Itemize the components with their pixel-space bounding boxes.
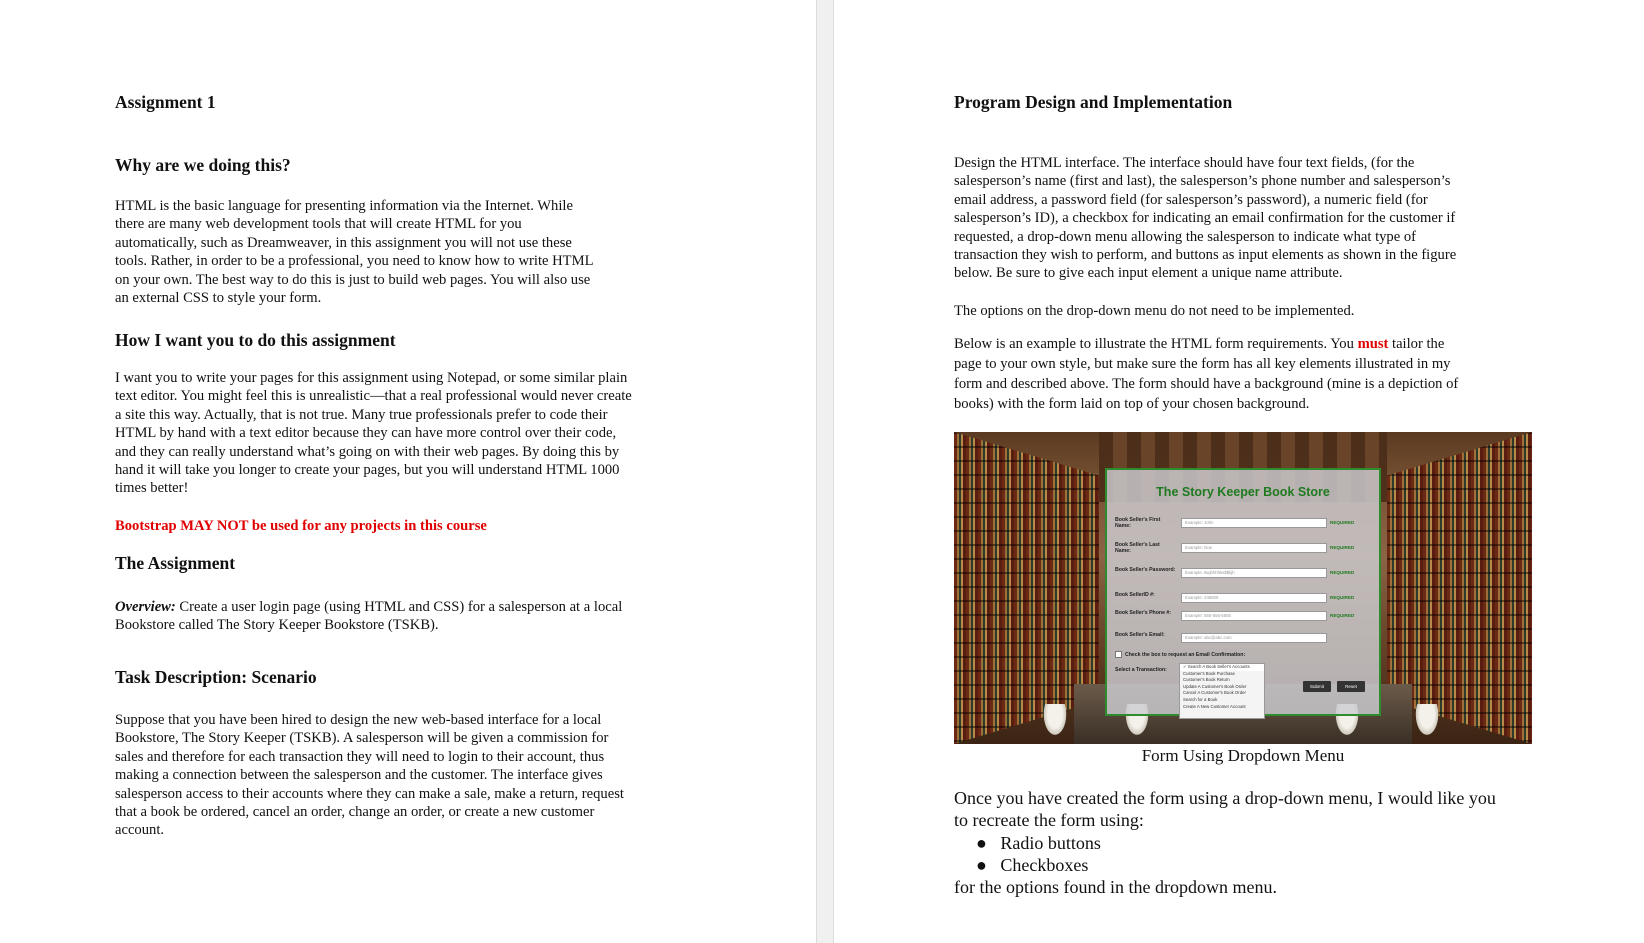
- dropdown-option[interactable]: Search for a Book: [1183, 696, 1218, 702]
- text-line: requested, a drop-down menu allowing the salesperson to indicate what type of: [954, 228, 1417, 245]
- text-line: making a connection between the salesperson and the customer. The interface gives: [115, 767, 603, 784]
- task-heading: Task Description: Scenario: [115, 667, 317, 687]
- how-paragraph: [115, 369, 805, 498]
- email-input[interactable]: Example: abc@abc.com: [1181, 633, 1327, 643]
- dropdown-option[interactable]: Create A New Customer Account: [1183, 703, 1246, 709]
- field-label: Book Seller's Last Name:: [1115, 542, 1160, 554]
- form-row: [1115, 632, 1375, 650]
- page-gap: [816, 0, 834, 943]
- field-label: Book Seller's Phone #:: [1115, 610, 1172, 616]
- required-tag: REQUIRED: [1330, 595, 1355, 600]
- text-line: sales and therefore for each transaction they will need to login to their account, thus: [115, 748, 605, 765]
- text-line: account.: [115, 822, 165, 839]
- bullet-item: [954, 832, 1634, 854]
- text-line: times better!: [115, 480, 189, 497]
- text-line: transaction they wish to perform, and buttons as input elements as shown in the figure: [954, 247, 1457, 264]
- bust-statue: [1042, 704, 1068, 738]
- confirm-label: Check the box to request an Email Confirmation:: [1125, 651, 1246, 658]
- bullet-text: Radio buttons: [1000, 832, 1101, 853]
- first-name-input[interactable]: Example: John: [1181, 518, 1327, 528]
- text-line: for the options found in the dropdown menu.: [954, 877, 1277, 898]
- text-line: salesperson’s ID), a checkbox for indicating an email confirmation for the customer if: [954, 210, 1456, 227]
- field-label: Book Seller's Email:: [1115, 632, 1165, 638]
- task-paragraph: [115, 711, 805, 840]
- text-line: form and described above. The form should have a background (mine is a depiction of: [954, 376, 1459, 392]
- field-label: Book Seller's Password:: [1115, 567, 1176, 573]
- dropdown-option[interactable]: Customer's Book Purchase: [1183, 670, 1235, 676]
- bullet-item: [954, 854, 1634, 876]
- text-line: Create a user login page (using HTML and CSS) for a salesperson at a local: [175, 599, 623, 615]
- text-line: text editor. You might feel this is unrealistic—that a real professional would never create: [115, 388, 632, 405]
- text-line: Suppose that you have been hired to design the new web-based interface for a local: [115, 712, 602, 728]
- required-tag: REQUIRED: [1330, 520, 1355, 525]
- bootstrap-note: Bootstrap MAY NOT be used for any projects in this course: [115, 518, 487, 534]
- text-line: salesperson’s name (first and last), the salesperson’s phone number and salesperson’s: [954, 173, 1451, 190]
- login-form-panel: [1105, 468, 1381, 716]
- program-heading: Program Design and Implementation: [954, 92, 1233, 112]
- required-tag: REQUIRED: [1330, 613, 1355, 618]
- overview-paragraph: [115, 598, 805, 635]
- design-paragraph: [954, 154, 1634, 283]
- phone-input[interactable]: Example: 555-555-5555: [1181, 611, 1327, 621]
- email-confirm-checkbox[interactable]: [1115, 651, 1122, 658]
- text-line: I want you to write your pages for this assignment using Notepad, or some similar plain: [115, 370, 628, 386]
- bust-statue: [1414, 704, 1440, 738]
- options-line: The options on the drop-down menu do not need to be implemented.: [954, 303, 1355, 319]
- form-row: [1115, 610, 1375, 628]
- text-line: page to your own style, but make sure the form has all key elements illustrated in my: [954, 356, 1451, 372]
- why-paragraph: [115, 197, 795, 307]
- transaction-label: Select a Transaction:: [1115, 667, 1167, 673]
- last-name-input[interactable]: Example: Doe: [1181, 543, 1327, 553]
- text-line: tailor the: [1388, 336, 1445, 352]
- must-emphasis: must: [1357, 336, 1389, 352]
- dropdown-option[interactable]: Customer's Book Return: [1183, 677, 1230, 683]
- bullet-icon: ●: [976, 832, 987, 853]
- transaction-dropdown[interactable]: [1179, 663, 1265, 719]
- form-row: [1115, 517, 1375, 535]
- dropdown-option[interactable]: ✓ Search A Book Seller's Accounts: [1180, 664, 1264, 671]
- submit-button[interactable]: Submit: [1303, 681, 1331, 692]
- form-row: [1115, 542, 1375, 560]
- text-line: Design the HTML interface. The interface should have four text fields, (for the: [954, 155, 1415, 171]
- store-title: The Story Keeper Book Store: [1156, 485, 1330, 499]
- bullet-icon: ●: [976, 854, 987, 875]
- text-line: to recreate the form using:: [954, 810, 1144, 831]
- text-line: Bookstore, The Story Keeper (TSKB). A salesperson will be given a commission for: [115, 730, 609, 747]
- form-row: [1115, 592, 1375, 610]
- form-row: [1115, 567, 1375, 585]
- dropdown-option[interactable]: Cancel A Customer's Book Order: [1183, 690, 1246, 696]
- text-line: a site this way. Actually, that is not true. Many true professionals prefer to code their: [115, 406, 608, 423]
- assignment-title: Assignment 1: [115, 92, 216, 112]
- bullet-text: Checkboxes: [1000, 854, 1089, 875]
- text-line: Bookstore called The Story Keeper Bookstore (TSKB).: [115, 617, 439, 634]
- how-heading: How I want you to do this assignment: [115, 330, 396, 350]
- text-line: below. Be sure to give each input element a unique name attribute.: [954, 265, 1343, 282]
- field-label: Book SellerID #:: [1115, 592, 1155, 598]
- why-heading: Why are we doing this?: [115, 155, 291, 175]
- dropdown-option[interactable]: Update A Customer's Book Order: [1183, 683, 1247, 689]
- figure-caption: Form Using Dropdown Menu: [1141, 746, 1345, 765]
- field-label: Book Seller's First Name:: [1115, 517, 1161, 529]
- text-line: an external CSS to style your form.: [115, 290, 322, 307]
- reset-button[interactable]: Reset: [1337, 681, 1365, 692]
- left-page: [0, 0, 816, 943]
- text-line: on your own. The best way to do this is just to build web pages. You will also use: [115, 271, 591, 288]
- text-line: books) with the form laid on top of your chosen background.: [954, 396, 1310, 412]
- text-line: salesperson access to their accounts where they can make a sale, make a return, request: [115, 785, 624, 802]
- text-line: tools. Rather, in order to be a professional, you need to know how to write HTML: [115, 253, 594, 270]
- seller-id-input[interactable]: Example: 246829: [1181, 593, 1327, 603]
- text-line: automatically, such as Dreamweaver, in this assignment you will not use these: [115, 234, 572, 251]
- recreate-paragraph: [954, 787, 1634, 898]
- text-line: Once you have created the form using a drop-down menu, I would like you: [954, 788, 1496, 808]
- text-line: HTML is the basic language for presenting information via the Internet. While: [115, 198, 573, 214]
- overview-label: Overview:: [115, 599, 176, 615]
- text-line: and they can really understand what’s going on with their web pages. By doing this by: [115, 443, 620, 460]
- text-line: there are many web development tools that will create HTML for you: [115, 216, 522, 233]
- text-line: that a book be ordered, cancel an order, change an order, or create a new customer: [115, 804, 595, 821]
- text-line: HTML by hand with a text editor because they can have more control over their code,: [115, 425, 617, 442]
- required-tag: REQUIRED: [1330, 545, 1355, 550]
- text-line: Below is an example to illustrate the HTML form requirements. You: [954, 336, 1358, 352]
- required-tag: REQUIRED: [1330, 570, 1355, 575]
- text-line: email address, a password field (for salesperson’s password), a numeric field (for: [954, 191, 1428, 208]
- example-paragraph: [954, 334, 1634, 414]
- assignment-heading: The Assignment: [115, 553, 236, 573]
- password-input[interactable]: Example: 8wjhhhhks$$kjh: [1181, 568, 1327, 578]
- text-line: hand it will take you longer to create your pages, but you will understand HTML 1000: [115, 462, 620, 479]
- form-figure-image: [954, 432, 1532, 744]
- email-confirm-row: [1115, 651, 1245, 658]
